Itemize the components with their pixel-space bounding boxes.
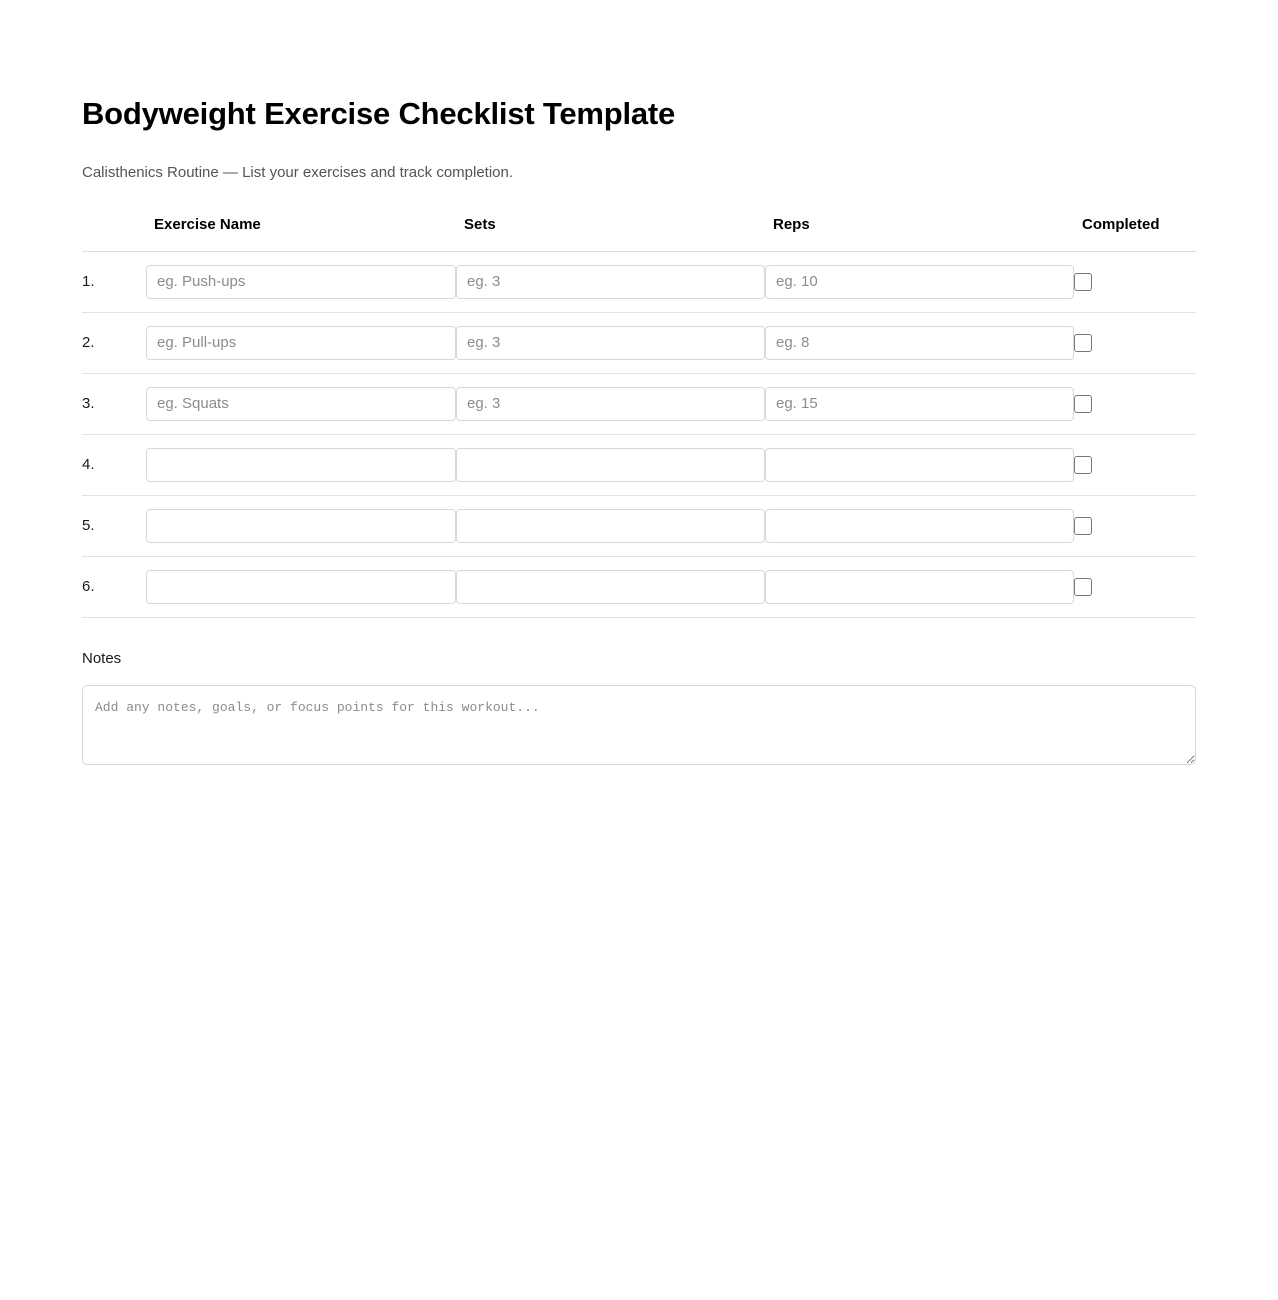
completed-checkbox[interactable]: [1074, 578, 1092, 596]
reps-cell: [765, 556, 1074, 617]
completed-checkbox[interactable]: [1074, 517, 1092, 535]
reps-cell: [765, 312, 1074, 373]
row-number: 4.: [82, 434, 146, 495]
table-row: [82, 373, 1196, 434]
reps-cell: [765, 251, 1074, 312]
exercise-name-cell: [146, 251, 456, 312]
reps-input[interactable]: [765, 265, 1074, 299]
exercise-name-input[interactable]: [146, 387, 456, 421]
completed-checkbox[interactable]: [1074, 456, 1092, 474]
completed-cell: [1074, 312, 1196, 373]
reps-cell: [765, 495, 1074, 556]
page-subtitle: Calisthenics Routine — List your exercises and track completion.: [82, 163, 514, 181]
sets-input[interactable]: [456, 509, 765, 543]
table-row: [82, 312, 1196, 373]
column-header-exercise-name: Exercise Name: [146, 216, 456, 252]
completed-checkbox[interactable]: [1074, 334, 1092, 352]
table-header-row: [82, 216, 1196, 252]
exercise-name-input[interactable]: [146, 448, 456, 482]
completed-cell: [1074, 556, 1196, 617]
column-header-sets: Sets: [456, 216, 765, 252]
sets-input[interactable]: [456, 570, 765, 604]
sets-cell: [456, 434, 765, 495]
reps-input[interactable]: [765, 448, 1074, 482]
row-number: 6.: [82, 556, 146, 617]
completed-checkbox[interactable]: [1074, 273, 1092, 291]
sets-input[interactable]: [456, 448, 765, 482]
sets-cell: [456, 373, 765, 434]
page-title: Bodyweight Exercise Checklist Template: [82, 96, 676, 131]
sets-cell: [456, 251, 765, 312]
row-number: 3.: [82, 373, 146, 434]
exercise-name-cell: [146, 556, 456, 617]
reps-input[interactable]: [765, 509, 1074, 543]
exercise-name-cell: [146, 373, 456, 434]
exercise-name-cell: [146, 495, 456, 556]
sets-input[interactable]: [456, 326, 765, 360]
exercise-name-input[interactable]: [146, 570, 456, 604]
exercise-name-input[interactable]: [146, 326, 456, 360]
table-row: [82, 495, 1196, 556]
row-number: 2.: [82, 312, 146, 373]
reps-input[interactable]: [765, 387, 1074, 421]
exercise-name-cell: [146, 434, 456, 495]
column-header-reps: Reps: [765, 216, 1074, 252]
notes-textarea[interactable]: [82, 685, 1196, 765]
completed-checkbox[interactable]: [1074, 395, 1092, 413]
table-row: [82, 251, 1196, 312]
table-row: [82, 556, 1196, 617]
sets-cell: [456, 495, 765, 556]
sets-input[interactable]: [456, 387, 765, 421]
completed-cell: [1074, 373, 1196, 434]
reps-input[interactable]: [765, 570, 1074, 604]
sets-input[interactable]: [456, 265, 765, 299]
exercise-name-input[interactable]: [146, 509, 456, 543]
table-header: [82, 216, 1196, 252]
row-number: 5.: [82, 495, 146, 556]
notes-label: Notes: [82, 649, 122, 667]
exercise-name-cell: [146, 312, 456, 373]
reps-cell: [765, 434, 1074, 495]
completed-cell: [1074, 495, 1196, 556]
sets-cell: [456, 556, 765, 617]
exercise-checklist-table: [82, 216, 1196, 618]
reps-input[interactable]: [765, 326, 1074, 360]
sets-cell: [456, 312, 765, 373]
column-header-completed: Completed: [1074, 216, 1196, 252]
table-row: [82, 434, 1196, 495]
column-header-number: [82, 216, 146, 252]
table-body: [82, 251, 1196, 617]
completed-cell: [1074, 434, 1196, 495]
exercise-name-input[interactable]: [146, 265, 456, 299]
completed-cell: [1074, 251, 1196, 312]
row-number: 1.: [82, 251, 146, 312]
reps-cell: [765, 373, 1074, 434]
